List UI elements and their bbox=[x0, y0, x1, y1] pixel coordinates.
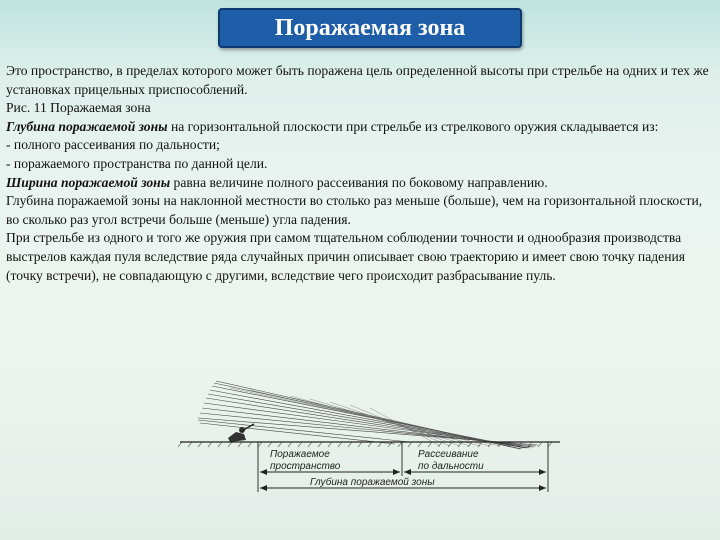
term-width: Ширина поражаемой зоны bbox=[6, 174, 171, 190]
sheaf-fill bbox=[230, 388, 510, 446]
title-banner bbox=[218, 8, 522, 48]
figure-caption: Рис. 11 Поражаемая зона bbox=[6, 100, 151, 116]
content-text bbox=[6, 62, 714, 285]
zone-diagram bbox=[170, 380, 570, 510]
paragraph-width-text: равна величине полного рассеивания по боковому направлению. bbox=[170, 174, 548, 190]
list-item-space: - поражаемого пространства по данной цели. bbox=[6, 155, 268, 171]
paragraph-width bbox=[6, 174, 714, 193]
label-zone-depth: Глубина поражаемой зоны bbox=[310, 477, 435, 488]
paragraph-dispersion: При стрельбе из одного и того же оружия при самом тщательном соблюдении точности и однообразия производства выстрелов каждая пуля вследствие ряда случайных причин описывает свою траекторию и имеет свою точку падения (точку встречи), не совпадающую с другими, вследствие чего происходит разбрасывание пуль. bbox=[6, 230, 685, 283]
label-dispersion-line1: Рассеивание bbox=[418, 449, 479, 460]
paragraph-depth-text: на горизонтальной плоскости при стрельбе из стрелкового оружия складывается из: bbox=[167, 118, 659, 134]
label-space-line2: пространство bbox=[270, 461, 341, 472]
term-depth: Глубина поражаемой зоны bbox=[6, 118, 168, 134]
label-space-line1: Поражаемое bbox=[270, 449, 330, 460]
paragraph-slope: Глубина поражаемой зоны на наклонной местности во столько раз меньше (больше), чем на горизонтальной плоскости, во сколько раз угол встречи больше (меньше) угла падения. bbox=[6, 193, 703, 227]
label-dispersion-line2: по дальности bbox=[418, 461, 484, 472]
paragraph-definition: Это пространство, в пределах которого может быть поражена цель определенной высоты при стрельбе на одних и тех же установках прицельных приспособлений. bbox=[6, 63, 709, 97]
page-title: Поражаемая зона bbox=[274, 14, 466, 41]
list-item-dispersion: - полного рассеивания по дальности; bbox=[6, 137, 220, 153]
paragraph-depth bbox=[6, 118, 714, 137]
